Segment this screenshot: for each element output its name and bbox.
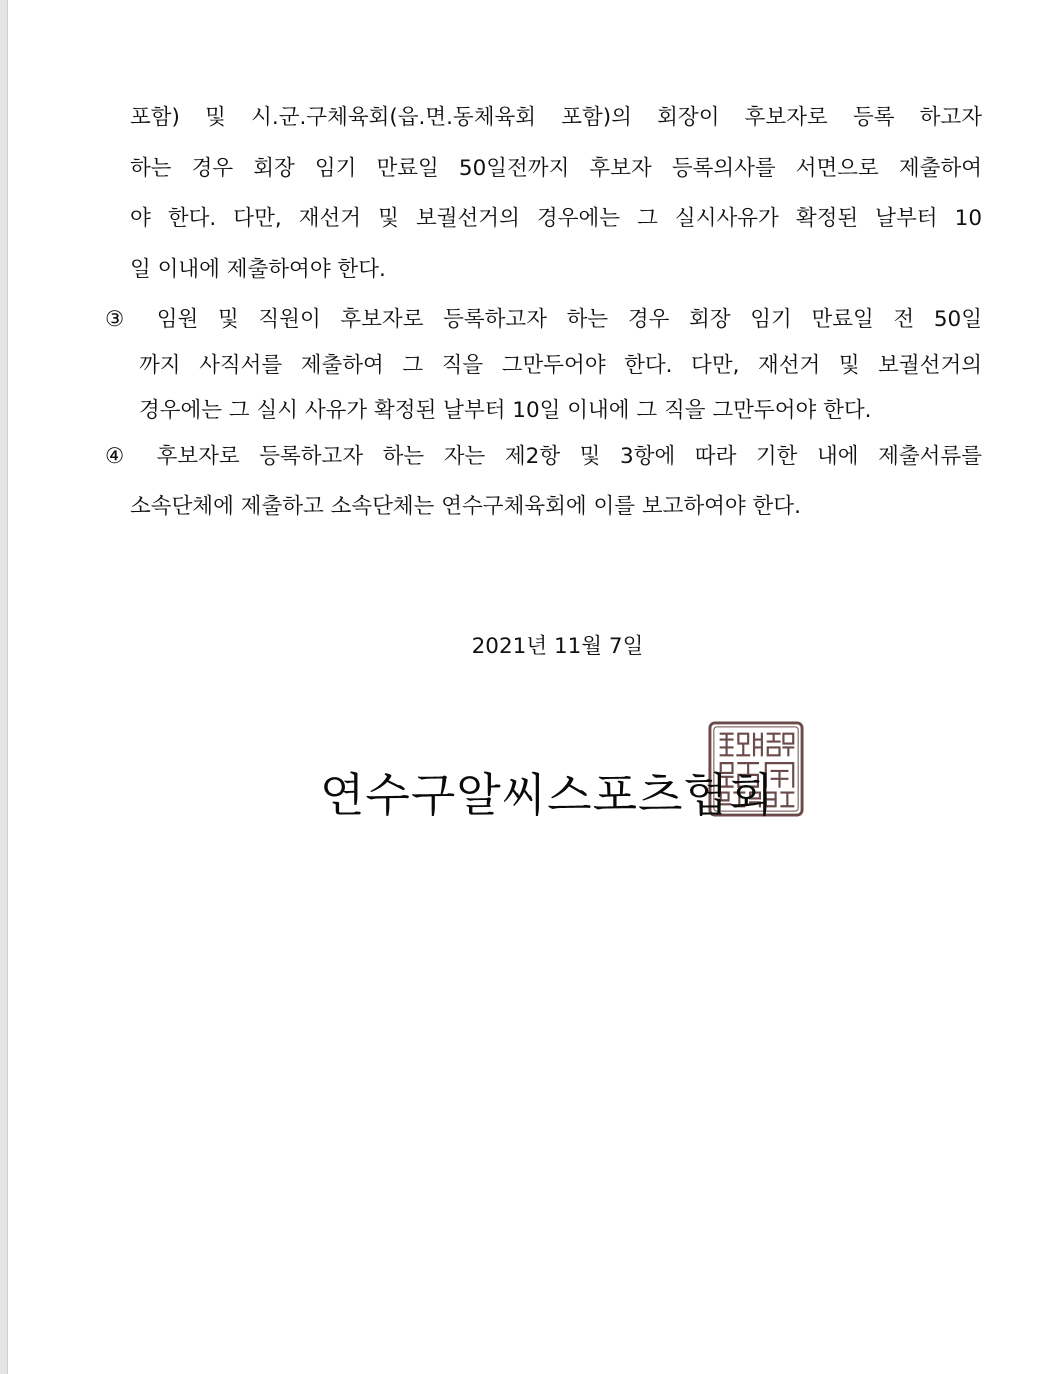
page-left-border <box>0 0 8 1374</box>
clause-3-line-1: ③ 임원 및 직원이 후보자로 등록하고자 하는 경우 회장 임기 만료일 전 50일 <box>105 307 982 332</box>
body-line-2: 하는 경우 회장 임기 만료일 50일전까지 후보자 등록의사를 서면으로 제출하여 <box>130 156 982 181</box>
document-date: 2021년 11월 7일 <box>471 634 644 659</box>
body-line-1: 포함) 및 시.군.구체육회(읍.면.동체육회 포함)의 회장이 후보자로 등록 하고자 <box>130 105 982 130</box>
clause-3-line-2: 까지 사직서를 제출하여 그 직을 그만두어야 한다. 다만, 재선거 및 보궐선거의 <box>139 353 982 378</box>
clause-4-line-2: 소속단체에 제출하고 소속단체는 연수구체육회에 이를 보고하여야 한다. <box>130 494 801 519</box>
clause-3-line-3: 경우에는 그 실시 사유가 확정된 날부터 10일 이내에 그 직을 그만두어야 한다. <box>139 398 872 423</box>
body-line-4: 일 이내에 제출하여야 한다. <box>130 257 386 282</box>
organization-name: 연수구알씨스포츠협회 <box>320 768 775 822</box>
document-page <box>8 0 1045 1374</box>
body-line-3: 야 한다. 다만, 재선거 및 보궐선거의 경우에는 그 실시사유가 확정된 날부터 10 <box>130 206 982 231</box>
clause-4-line-1: ④ 후보자로 등록하고자 하는 자는 제2항 및 3항에 따라 기한 내에 제출서류를 <box>105 444 982 469</box>
